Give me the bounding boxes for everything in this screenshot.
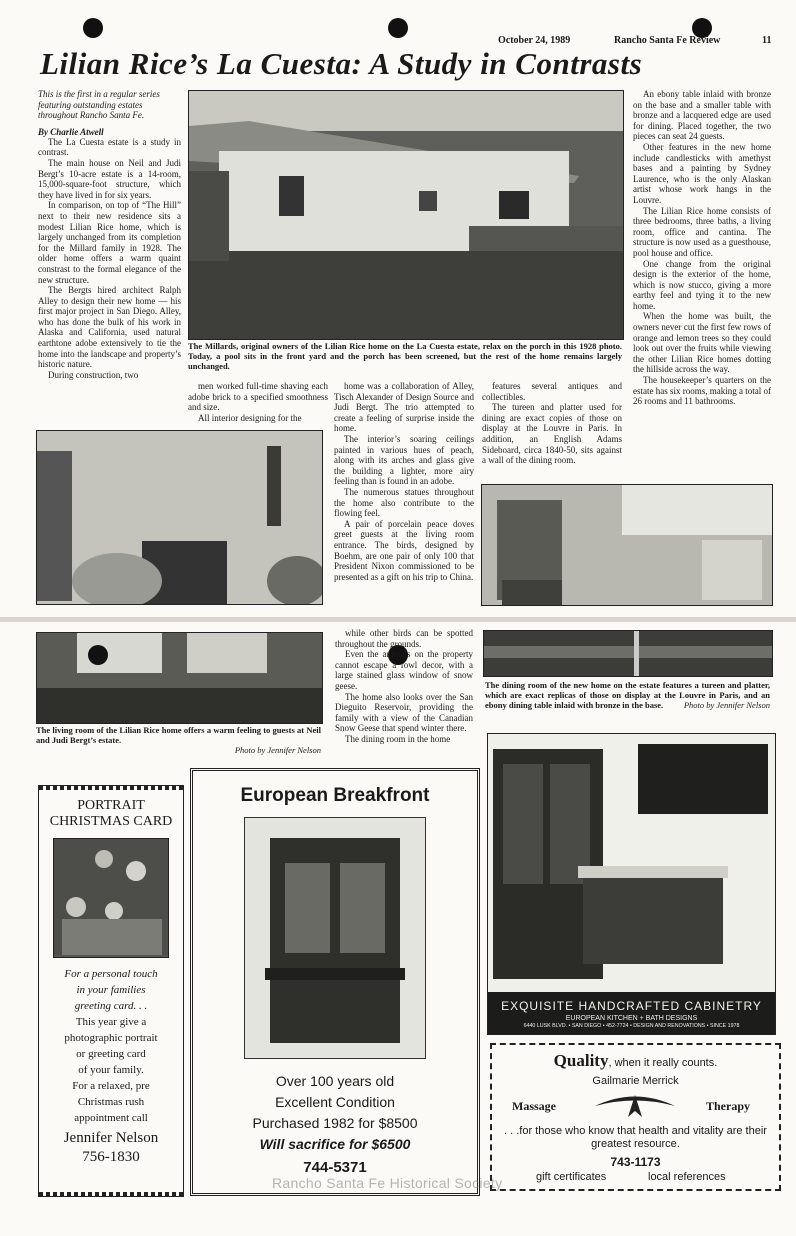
ad-line: or greeting card bbox=[76, 1048, 146, 1060]
publication-name: Rancho Santa Fe Review bbox=[614, 35, 721, 46]
photo-credit: Photo by Jennifer Nelson bbox=[683, 700, 770, 710]
paragraph: Other features in the new home include candlesticks with amethyst bases and a painting by Sydney Laurence, who is the only Alaskan artist whose work hangs in the Louvre. bbox=[633, 141, 771, 205]
company-name: EUROPEAN KITCHEN + BATH DESIGNS bbox=[565, 1015, 698, 1022]
paragraph: One change from the original design is the exterior of the home, which is now stucco, giving a more earthy feel and tying it to the new home. bbox=[633, 258, 771, 311]
paragraph: men worked full-time shaving each adobe brick to a specified smoothness and size. bbox=[188, 381, 328, 413]
dining-room-photo bbox=[481, 484, 773, 606]
european-breakfront-ad bbox=[190, 768, 480, 1196]
article-column-4 bbox=[482, 381, 622, 466]
paragraph: Even the animals on the property cannot escape a fowl decor, with a large stained glass window of snow geese. bbox=[335, 649, 473, 691]
headline: Lilian Rice’s La Cuesta: A Study in Contrasts bbox=[40, 46, 643, 81]
page-number: 11 bbox=[762, 35, 772, 46]
massage-therapy-ad bbox=[490, 1043, 781, 1191]
ad-title: PORTRAIT CHRISTMAS CARD bbox=[49, 798, 173, 829]
dining-room-caption bbox=[485, 680, 770, 710]
paragraph: A pair of porcelain peace doves greet guests at the living room entrance. The birds, designed by Boehm, are one pair of only 100 that President Nixon commissioned to be presented as a gift on his trip to China. bbox=[334, 518, 474, 582]
company-address: 6440 LUSK BLVD. • SAN DIEGO • 452-7724 • DESIGN AND RENOVATIONS • SINCE 1978 bbox=[523, 1023, 740, 1029]
therapist-name: Gailmarie Merrick bbox=[592, 1075, 679, 1087]
paragraph: When the home was built, the owners never cut the first few rows of orange and lemon trees so they could look out over the fruits while viewing the other Lilian Rice homes dotting the hillside across the way. bbox=[633, 311, 771, 375]
dining-table-illustration bbox=[484, 631, 772, 676]
phone-number: 756-1830 bbox=[82, 1149, 140, 1165]
article-column-1 bbox=[38, 137, 181, 381]
paragraph: During construction, two bbox=[48, 369, 139, 380]
article-column-5 bbox=[633, 89, 771, 407]
punch-hole bbox=[388, 18, 408, 38]
breakfront-photo bbox=[244, 817, 426, 1059]
paragraph: features several antiques and collectibles. bbox=[482, 381, 622, 402]
photo-credit: Photo by Jennifer Nelson bbox=[234, 745, 321, 755]
therapy-label: Therapy bbox=[706, 1099, 751, 1113]
lotus-icon bbox=[592, 1093, 678, 1124]
ad-line: in your families bbox=[76, 984, 146, 996]
punch-hole bbox=[88, 645, 108, 665]
ad-body: . . .for those who know that health and vitality are their greatest resource. bbox=[504, 1125, 767, 1150]
living-room-photo bbox=[36, 430, 323, 605]
purchase-price: Purchased 1982 for $8500 bbox=[252, 1115, 418, 1131]
paragraph: home was a collaboration of Alley, Tisch Alexander of Design Source and Judi Bergt. The trio attempted to create a feeling of surprise inside the home. bbox=[334, 381, 474, 434]
paragraph: All interior designing for the bbox=[198, 412, 302, 423]
living-room-floor-illustration bbox=[37, 633, 322, 723]
paragraph: The Lilian Rice home consists of three bedrooms, three baths, a living room, office and cantina. The structure is now used as a guesthouse, pool house and office. bbox=[633, 205, 771, 258]
kitchen-illustration bbox=[488, 734, 775, 992]
paragraph: The interior’s soaring ceilings painted in various hues of peach, along with its arches and glass give the building a lighter, more airy feeling than is found in an adobe. bbox=[334, 433, 474, 487]
ad-title: European Breakfront bbox=[240, 785, 430, 806]
sale-price: Will sacrifice for $6500 bbox=[259, 1136, 411, 1152]
paragraph: The housekeeper’s quarters on the estate has six rooms, making a total of 26 rooms and 11 bathrooms. bbox=[633, 375, 771, 407]
ad-line: photographic portrait bbox=[64, 1032, 158, 1044]
caption-text: The living room of the Lilian Rice home offers a warm feeling to guests at Neil and Judi Bergt’s estate. bbox=[36, 725, 321, 745]
ad-line: Excellent Condition bbox=[275, 1094, 395, 1110]
ad-line: For a personal touch bbox=[64, 968, 158, 980]
ad-line: greeting card. . . bbox=[74, 1000, 148, 1012]
punch-hole bbox=[83, 18, 103, 38]
border-flourish bbox=[39, 1192, 183, 1196]
paragraph: The Bergts hired architect Ralph Alley to design their new home — his first major project in San Diego. Alley, who has done the bulk of his work in Alaska and California, used natural earthtone adobe extensively to tie the home into the landscape and property’s historic nature. bbox=[38, 285, 181, 370]
dining-room-illustration bbox=[482, 485, 772, 605]
ad-title: Quality bbox=[553, 1051, 609, 1070]
ad-line: Over 100 years old bbox=[275, 1073, 395, 1089]
ad-line: Christmas rush bbox=[77, 1096, 145, 1108]
paragraph: while other birds can be spotted throughout the grounds. bbox=[335, 628, 473, 649]
border-flourish bbox=[39, 786, 183, 790]
paragraph: The numerous statues throughout the home also contribute to the flowing feel. bbox=[334, 486, 474, 519]
paragraph: The home also looks over the San Dieguito Reservoir, providing the family with a view of the Canadian Snow Geese that spend winter there. bbox=[335, 691, 473, 734]
byline: By Charlie Atwell bbox=[38, 126, 104, 137]
family-portrait-illustration bbox=[54, 839, 168, 955]
cabinetry-ad bbox=[487, 733, 776, 1035]
portrait-christmas-card-ad bbox=[38, 785, 184, 1197]
historic-home-photo bbox=[188, 90, 624, 340]
dining-room-photo-continued bbox=[483, 630, 773, 677]
living-room-illustration bbox=[37, 431, 322, 604]
series-intro: This is the first in a regular series featuring outstanding estates throughout Rancho Santa Fe. bbox=[38, 89, 160, 121]
ad-line: This year give a bbox=[75, 1016, 147, 1028]
paragraph: In comparison, on top of “The Hill” next to their new residence sits a modest Lilian Rice home, which is largely unchanged from its completion for the Millard family in 1928. The older home offers a warm quaint constrast to the formal elegance of the new structure. bbox=[38, 200, 181, 285]
local-references: local references bbox=[648, 1171, 726, 1183]
living-room-photo-continued bbox=[36, 632, 323, 724]
archive-watermark: Rancho Santa Fe Historical Society bbox=[272, 1175, 503, 1191]
breakfront-illustration bbox=[245, 818, 425, 1058]
main-photo-caption: The Millards, original owners of the Lilian Rice home on the La Cuesta estate, relax on the porch in this 1928 photo. Today, a pool sits in the front yard and the porch has been screened, but the rest of the home remains largely unchanged. bbox=[188, 341, 622, 371]
living-room-caption bbox=[36, 725, 321, 755]
caption-text: The dining room of the new home on the estate features a tureen and platter, which are exact replicas of those on display at the Louvre in Paris, and an ebony dining table inlaid with bronze in the base. bbox=[485, 680, 770, 710]
ad-body bbox=[39, 966, 183, 1126]
gift-certificates: gift certificates bbox=[536, 1171, 607, 1183]
paragraph: The La Cuesta estate is a study in contrast. bbox=[38, 136, 181, 158]
house-illustration bbox=[189, 91, 623, 339]
phone-number: 744-5371 bbox=[303, 1159, 367, 1176]
article-column-2 bbox=[188, 381, 328, 423]
ad-tagline: , when it really counts. bbox=[608, 1057, 718, 1069]
article-column-3 bbox=[334, 381, 474, 582]
paragraph: The main house on Neil and Judi Bergt’s 10-acre estate is a 14-room, 15,000-square-foot structure, which they have lived in for six years. bbox=[38, 157, 181, 200]
article-column-continued bbox=[335, 628, 473, 745]
phone-number: 743-1173 bbox=[610, 1155, 661, 1169]
ad-line: For a relaxed, pre bbox=[72, 1080, 150, 1092]
ad-line: of your family. bbox=[78, 1064, 144, 1076]
issue-date: October 24, 1989 bbox=[498, 35, 571, 46]
photographer-name: Jennifer Nelson bbox=[63, 1130, 159, 1146]
paragraph: The tureen and platter used for dining are exact copies of those on display at the Louvre in Paris. In addition, an English Adams Sideboard, circa 1840-50, sits against a wall of the dining room. bbox=[482, 402, 622, 466]
ad-line: appointment call bbox=[74, 1112, 148, 1124]
family-portrait-photo bbox=[53, 838, 169, 958]
paragraph: An ebony table inlaid with bronze on the base and a smaller table with bronze and a lacquered edge are used for dining. Placed together, the two pieces can seat 24 guests. bbox=[633, 89, 771, 142]
massage-label: Massage bbox=[512, 1099, 556, 1113]
ad-title: EXQUISITE HANDCRAFTED CABINETRY bbox=[501, 999, 762, 1013]
paragraph: The dining room in the home bbox=[345, 733, 451, 744]
